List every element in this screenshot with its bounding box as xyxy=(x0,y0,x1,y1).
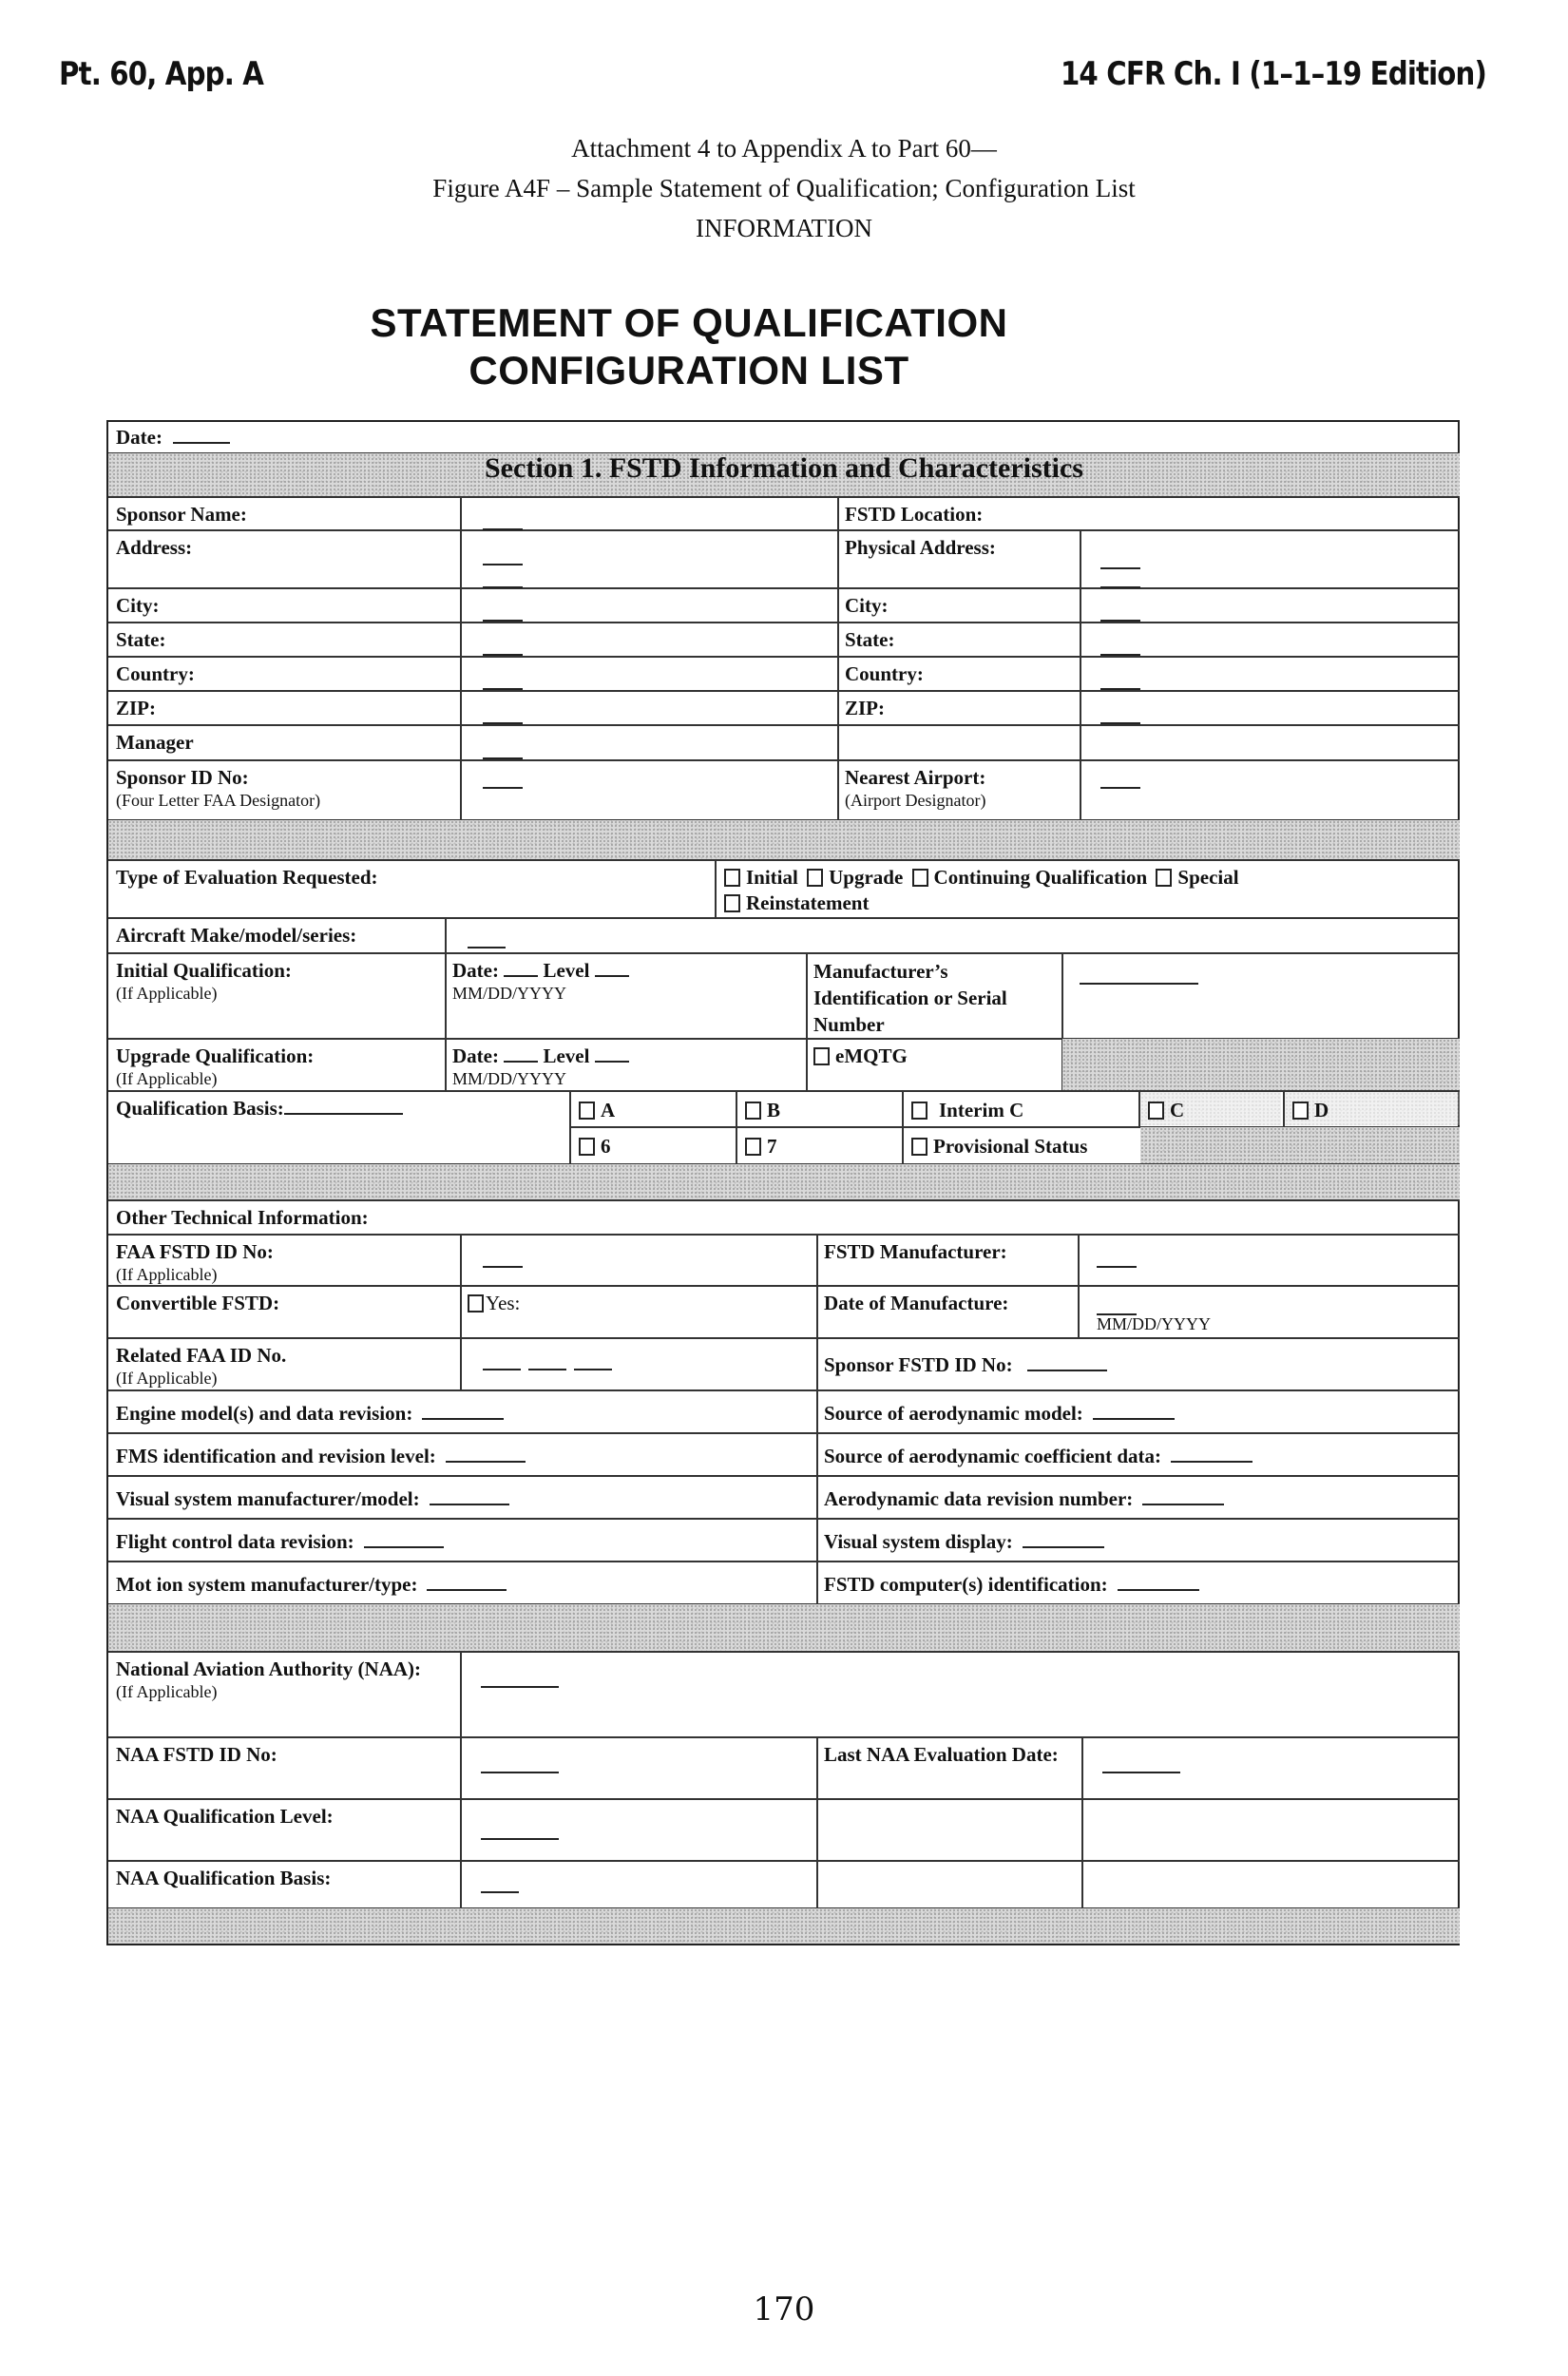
initial-date-input[interactable] xyxy=(504,958,538,977)
nearest-airport-hint: (Airport Designator) xyxy=(845,791,986,810)
address-input-line-1[interactable] xyxy=(483,546,523,565)
sponsor-id-hint: (Four Letter FAA Designator) xyxy=(116,791,321,810)
faa-fstd-id-label-text: FAA FSTD ID No: xyxy=(116,1240,274,1263)
sponsor-id-label xyxy=(108,761,460,814)
fstd-manufacturer-input[interactable] xyxy=(1097,1249,1137,1268)
sponsor-name-input[interactable] xyxy=(483,511,523,530)
basis-option-interim-c[interactable] xyxy=(904,1094,1137,1126)
sponsor-fstd-id-label: Sponsor FSTD ID No: xyxy=(824,1353,1013,1376)
last-naa-evaluation-input[interactable] xyxy=(1102,1754,1180,1773)
location-country-input[interactable] xyxy=(1100,671,1140,690)
state-input[interactable] xyxy=(483,637,523,656)
basis-provisional-checkbox[interactable] xyxy=(911,1138,927,1156)
date-of-manufacture-format: MM/DD/YYYY xyxy=(1097,1314,1212,1333)
naa-fstd-id-input[interactable] xyxy=(481,1754,559,1773)
aero-revision-number-input[interactable] xyxy=(1142,1486,1224,1505)
aero-model-source-label: Source of aerodynamic model: xyxy=(824,1402,1083,1425)
qualification-basis-input[interactable] xyxy=(284,1096,403,1115)
section-1-title: Section 1. FSTD Information and Characteristics xyxy=(485,452,1083,484)
naa-qualification-basis-input[interactable] xyxy=(481,1874,519,1893)
naa-if-applicable: (If Applicable) xyxy=(116,1682,218,1701)
fstd-computer-id-input[interactable] xyxy=(1118,1572,1199,1591)
convertible-yes-option[interactable] xyxy=(462,1287,813,1319)
upgrade-qualification-label xyxy=(108,1040,445,1093)
related-faa-id-if-applicable: (If Applicable) xyxy=(116,1369,218,1388)
separator-shade-3 xyxy=(108,1604,1460,1651)
special-option-label: Special xyxy=(1177,866,1239,889)
flight-control-revision-label: Flight control data revision: xyxy=(116,1530,354,1553)
address-input-line-2[interactable] xyxy=(483,569,523,588)
upgrade-date-format: MM/DD/YYYY xyxy=(452,1069,567,1088)
nearest-airport-input[interactable] xyxy=(1100,770,1140,789)
basis-b-checkbox[interactable] xyxy=(745,1102,761,1120)
visual-system-model-field xyxy=(108,1483,816,1515)
location-city-label: City: xyxy=(845,594,889,617)
option-initial[interactable] xyxy=(724,866,798,889)
motion-system-input[interactable] xyxy=(427,1572,507,1591)
upgrade-level-label: Level xyxy=(543,1044,590,1067)
zip-input[interactable] xyxy=(483,705,523,724)
initial-level-input[interactable] xyxy=(595,958,629,977)
basis-option-d[interactable] xyxy=(1285,1094,1456,1126)
basis-provisional-label: Provisional Status xyxy=(933,1135,1088,1158)
related-faa-id-input-3[interactable] xyxy=(574,1351,612,1370)
technical-title: Other Technical Information: xyxy=(116,1206,369,1229)
option-upgrade[interactable] xyxy=(803,866,903,889)
aero-revision-number-field xyxy=(816,1483,1460,1515)
fstd-manufacturer-label: FSTD Manufacturer: xyxy=(824,1240,1007,1263)
emqtg-shade xyxy=(1062,1039,1460,1090)
motion-system-label: Mot ion system manufacturer/type: xyxy=(116,1573,418,1596)
basis-c-label: C xyxy=(1170,1099,1185,1121)
basis-6-checkbox[interactable] xyxy=(579,1138,595,1156)
country-label: Country: xyxy=(116,662,195,685)
faa-fstd-id-input[interactable] xyxy=(483,1249,523,1268)
initial-qualification-date-level xyxy=(445,954,806,1007)
emqtg-checkbox[interactable] xyxy=(813,1047,830,1065)
separator-shade-1 xyxy=(108,820,1460,859)
location-country-label: Country: xyxy=(845,662,924,685)
upgrade-checkbox[interactable] xyxy=(807,869,823,887)
basis-interim-c-label: Interim C xyxy=(939,1099,1024,1121)
nearest-airport-label xyxy=(837,761,1080,814)
zip-label: ZIP: xyxy=(116,697,156,719)
special-checkbox[interactable] xyxy=(1156,869,1172,887)
basis-a-label: A xyxy=(601,1099,616,1121)
date-blank[interactable] xyxy=(173,425,230,444)
flight-control-revision-input[interactable] xyxy=(364,1529,444,1548)
related-faa-id-input-1[interactable] xyxy=(483,1351,521,1370)
visual-system-display-field xyxy=(816,1525,1460,1558)
physical-address-input-line-1[interactable] xyxy=(1100,550,1140,569)
initial-qualification-label xyxy=(108,954,445,1007)
initial-qualification-label-text: Initial Qualification: xyxy=(116,959,292,982)
basis-6-label: 6 xyxy=(601,1135,611,1158)
aero-revision-number-label: Aerodynamic data revision number: xyxy=(824,1487,1134,1510)
basis-d-label: D xyxy=(1314,1099,1329,1121)
basis-7-label: 7 xyxy=(767,1135,777,1158)
aero-coefficient-source-input[interactable] xyxy=(1171,1444,1252,1463)
caption-line-3: INFORMATION xyxy=(695,214,872,242)
convertible-yes-label: Yes: xyxy=(486,1292,521,1314)
location-city-input[interactable] xyxy=(1100,603,1140,622)
basis-b-label: B xyxy=(767,1099,781,1121)
continuing-qualification-checkbox[interactable] xyxy=(912,869,928,887)
form-title-line-2: CONFIGURATION LIST xyxy=(468,348,909,393)
engine-model-label: Engine model(s) and data revision: xyxy=(116,1402,413,1425)
basis-option-6[interactable] xyxy=(571,1130,733,1162)
physical-address-input-line-2[interactable] xyxy=(1100,569,1140,588)
flight-control-revision-field xyxy=(108,1525,816,1558)
convertible-yes-checkbox[interactable] xyxy=(468,1294,484,1313)
visual-system-model-input[interactable] xyxy=(430,1486,509,1505)
page-header-left: Pt. 60, App. A xyxy=(59,55,264,93)
option-continuing[interactable] xyxy=(908,866,1148,889)
location-zip-label: ZIP: xyxy=(845,697,885,719)
aircraft-label: Aircraft Make/model/series: xyxy=(116,924,357,947)
option-reinstatement[interactable] xyxy=(724,891,869,914)
caption-line-1: Attachment 4 to Appendix A to Part 60— xyxy=(571,134,997,163)
page-number: 170 xyxy=(753,2290,815,2328)
naa-authority-input[interactable] xyxy=(481,1669,559,1688)
city-input[interactable] xyxy=(483,603,523,622)
related-faa-id-label-text: Related FAA ID No. xyxy=(116,1344,287,1367)
visual-system-display-label: Visual system display: xyxy=(824,1530,1013,1553)
reinstatement-checkbox[interactable] xyxy=(724,894,740,912)
naa-qualification-level-label: NAA Qualification Level: xyxy=(116,1805,334,1828)
engine-model-field xyxy=(108,1397,816,1429)
sponsor-name-label: Sponsor Name: xyxy=(116,503,247,526)
fstd-computer-id-label: FSTD computer(s) identification: xyxy=(824,1573,1108,1596)
aero-model-source-input[interactable] xyxy=(1093,1401,1175,1420)
provisional-shade xyxy=(1140,1127,1460,1163)
date-label: Date: xyxy=(116,426,163,449)
sponsor-id-input[interactable] xyxy=(483,770,523,789)
sponsor-id-label-text: Sponsor ID No: xyxy=(116,766,249,789)
fstd-computer-id-field xyxy=(816,1568,1460,1600)
manufacturer-id-label: Manufacturer’s Identification or Serial Number xyxy=(813,960,1007,1036)
sponsor-fstd-id-field xyxy=(816,1349,1386,1381)
separator-shade-4 xyxy=(108,1908,1460,1944)
date-field[interactable] xyxy=(108,422,679,452)
upgrade-level-input[interactable] xyxy=(595,1044,629,1063)
basis-option-7[interactable] xyxy=(737,1130,899,1162)
basis-7-checkbox[interactable] xyxy=(745,1138,761,1156)
basis-option-a[interactable] xyxy=(571,1094,733,1126)
evaluation-type-options xyxy=(717,861,1458,920)
manager-input[interactable] xyxy=(483,740,523,759)
state-label: State: xyxy=(116,628,166,651)
sponsor-fstd-id-input[interactable] xyxy=(1027,1352,1107,1371)
page-header-right: 14 CFR Ch. I (1–1–19 Edition) xyxy=(1060,55,1486,93)
upgrade-qualification-date-level xyxy=(445,1040,806,1093)
aero-model-source-field xyxy=(816,1397,1460,1429)
city-label: City: xyxy=(116,594,160,617)
aircraft-input[interactable] xyxy=(468,929,506,948)
nearest-airport-label-text: Nearest Airport: xyxy=(845,766,986,789)
basis-option-c[interactable] xyxy=(1140,1094,1281,1126)
naa-authority-label-text: National Aviation Authority (NAA): xyxy=(116,1657,422,1680)
initial-checkbox[interactable] xyxy=(724,869,740,887)
location-zip-input[interactable] xyxy=(1100,705,1140,724)
form-title-line-1: STATEMENT OF QUALIFICATION xyxy=(370,300,1008,345)
option-special[interactable] xyxy=(1152,866,1238,889)
country-input[interactable] xyxy=(483,671,523,690)
naa-authority-label xyxy=(108,1653,460,1706)
reinstatement-option-label: Reinstatement xyxy=(746,891,870,914)
naa-fstd-id-label: NAA FSTD ID No: xyxy=(116,1743,277,1766)
related-faa-id-input-2[interactable] xyxy=(528,1351,566,1370)
initial-level-label: Level xyxy=(543,959,590,982)
separator-shade-2 xyxy=(108,1164,1460,1199)
physical-address-label: Physical Address: xyxy=(845,536,996,559)
last-naa-evaluation-label: Last NAA Evaluation Date: xyxy=(824,1743,1059,1766)
qualification-form xyxy=(106,420,1460,1945)
initial-date-label: Date: xyxy=(452,959,499,982)
aero-coefficient-source-field xyxy=(816,1440,1460,1472)
upgrade-qualification-label-text: Upgrade Qualification: xyxy=(116,1044,315,1067)
basis-option-provisional[interactable] xyxy=(904,1130,1141,1162)
evaluation-type-label: Type of Evaluation Requested: xyxy=(116,866,378,889)
aero-coefficient-source-label: Source of aerodynamic coefficient data: xyxy=(824,1445,1161,1467)
continuing-qualification-option-label: Continuing Qualification xyxy=(933,866,1148,889)
convertible-fstd-label: Convertible FSTD: xyxy=(116,1292,280,1314)
related-faa-id-label xyxy=(108,1339,460,1392)
initial-option-label: Initial xyxy=(746,866,798,889)
fms-identification-field xyxy=(108,1440,816,1472)
initial-if-applicable: (If Applicable) xyxy=(116,984,218,1003)
naa-qualification-basis-label: NAA Qualification Basis: xyxy=(116,1867,332,1889)
upgrade-if-applicable: (If Applicable) xyxy=(116,1069,218,1088)
fstd-location-label: FSTD Location: xyxy=(845,503,984,526)
emqtg-label: eMQTG xyxy=(835,1044,908,1067)
basis-d-checkbox[interactable] xyxy=(1292,1102,1309,1120)
upgrade-date-label: Date: xyxy=(452,1044,499,1067)
address-label: Address: xyxy=(116,536,193,559)
faa-fstd-id-label xyxy=(108,1236,460,1289)
manager-label: Manager xyxy=(116,731,194,754)
basis-interim-c-checkbox[interactable] xyxy=(911,1102,927,1120)
visual-system-model-label: Visual system manufacturer/model: xyxy=(116,1487,420,1510)
caption-line-2: Figure A4F – Sample Statement of Qualification; Configuration List xyxy=(432,174,1136,202)
basis-a-checkbox[interactable] xyxy=(579,1102,595,1120)
fms-identification-input[interactable] xyxy=(446,1444,526,1463)
qualification-basis-label-text: Qualification Basis: xyxy=(116,1097,284,1120)
visual-system-display-input[interactable] xyxy=(1023,1529,1104,1548)
faa-fstd-id-if-applicable: (If Applicable) xyxy=(116,1265,218,1284)
upgrade-option-label: Upgrade xyxy=(829,866,904,889)
manufacturer-id-input[interactable] xyxy=(1080,966,1198,985)
initial-date-format: MM/DD/YYYY xyxy=(452,984,567,1003)
basis-c-checkbox[interactable] xyxy=(1148,1102,1164,1120)
location-state-label: State: xyxy=(845,628,895,651)
date-of-manufacture-label: Date of Manufacture: xyxy=(824,1292,1009,1314)
naa-qualification-level-input[interactable] xyxy=(481,1821,559,1840)
basis-option-b[interactable] xyxy=(737,1094,899,1126)
engine-model-input[interactable] xyxy=(422,1401,504,1420)
fms-identification-label: FMS identification and revision level: xyxy=(116,1445,436,1467)
location-state-input[interactable] xyxy=(1100,637,1140,656)
emqtg-option[interactable] xyxy=(806,1040,1061,1072)
upgrade-date-input[interactable] xyxy=(504,1044,538,1063)
qualification-basis-label xyxy=(108,1092,569,1124)
motion-system-field xyxy=(108,1568,816,1600)
